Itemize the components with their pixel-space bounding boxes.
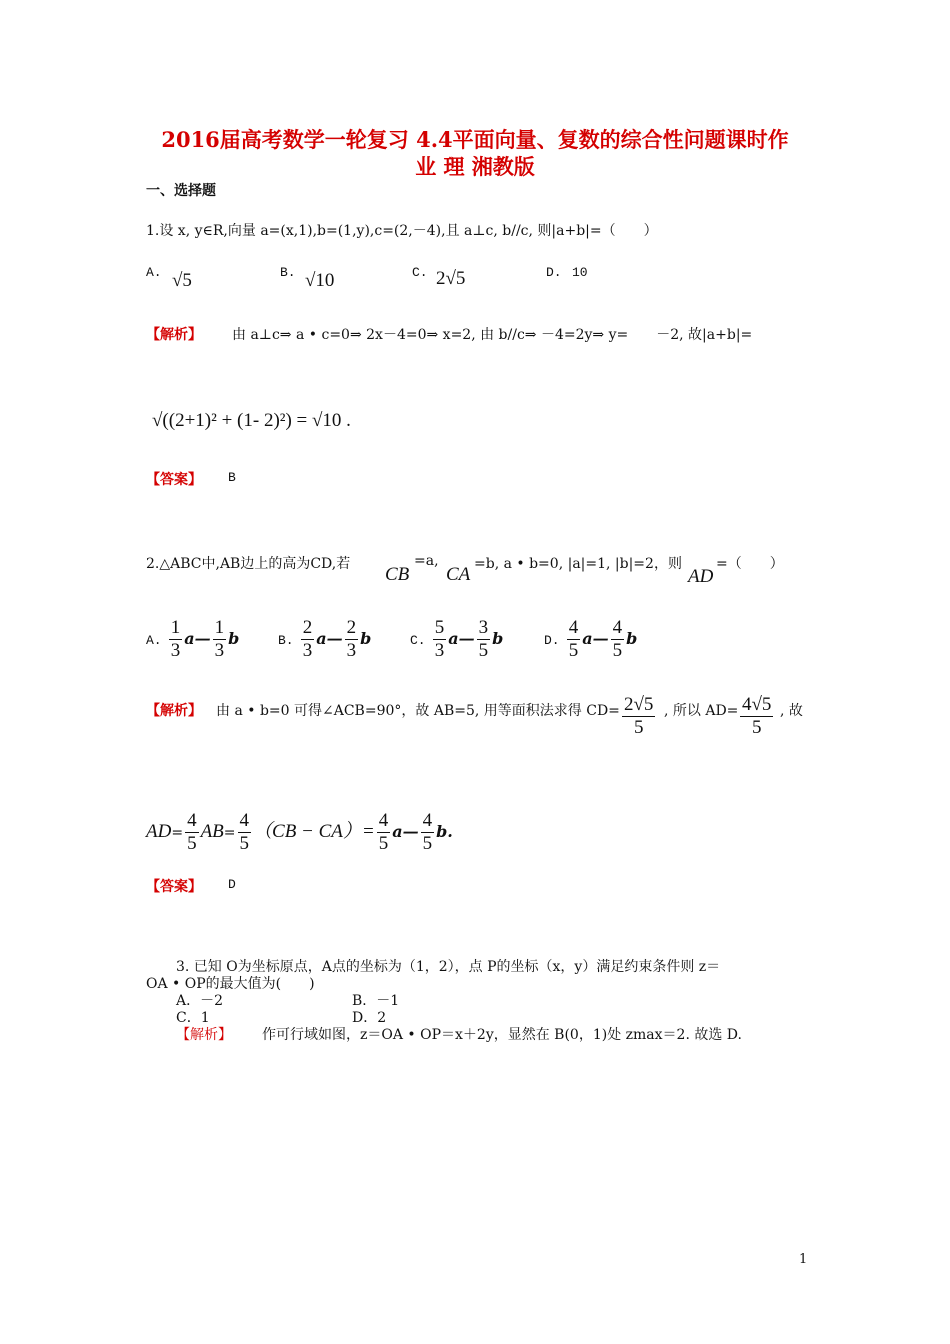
q2-option-c: C. $\frac{5}{3}$ a— $\frac{3}{5}$ b	[410, 617, 504, 661]
document-title-line1: 2016届高考数学一轮复习 4.4平面向量、复数的综合性问题课时作	[161, 127, 789, 152]
q2-analysis-text-b: , 所以 AD=	[664, 703, 739, 719]
q1-stem: 1.设 x, y∈R,向量 a=(x,1),b=(1,y),c=(2,－4),且 a⊥c, b//c, 则|a+b|=（ ）	[146, 223, 658, 239]
q1-option-b-label: B.	[280, 265, 296, 280]
q3-analysis-tag: 【解析】	[176, 1027, 232, 1043]
q1-answer-tag: 【答案】	[146, 472, 202, 488]
q2-option-b: B. $\frac{2}{3}$ a— $\frac{2}{3}$ b	[278, 617, 372, 661]
q2-option-a: A. $\frac{1}{3}$ a— $\frac{1}{3}$ b	[146, 617, 240, 661]
q2-stem-part1: 2.△ABC中,AB边上的高为CD,若	[146, 556, 351, 572]
q2-analysis-text-c: , 故	[780, 703, 803, 719]
q2-stem-part3: =b, a • b=0, |a|=1, |b|=2，则	[474, 556, 682, 572]
q3-option-d: D．2	[352, 1010, 387, 1026]
q2-analysis-tag: 【解析】	[146, 703, 202, 719]
q2-analysis-formula: AD= $\frac{4}{5}$ AB= $\frac{4}{5}$ （CB − CA）= $\frac{4}{5}$ a— $\frac{4}{5}$ b.	[146, 810, 453, 854]
q1-option-a-label: A.	[146, 265, 162, 280]
q2-stem-part4: =（ ）	[716, 556, 784, 572]
q2-ad-fraction: $\frac{4√5}{5}$	[742, 694, 772, 738]
q3-option-a: A．－2	[176, 993, 224, 1009]
q2-vector-ad: AD	[688, 566, 714, 587]
q3-option-c: C．1	[176, 1010, 210, 1026]
q2-analysis-text-a: 由 a • b=0 可得∠ACB=90°，故 AB=5, 用等面积法求得 CD=	[216, 703, 620, 719]
q1-option-c-label: C.	[412, 265, 428, 280]
q1-answer-value: B	[228, 470, 236, 485]
q3-stem-line1: 3. 已知 O为坐标原点，A点的坐标为（1，2），点 P的坐标（x，y）满足约束条件则 z＝	[176, 959, 721, 975]
page-number: 1	[799, 1252, 808, 1267]
q1-analysis-text: 由 a⊥c⇒ a • c=0⇒ 2x－4=0⇒ x=2, 由 b//c⇒ －4=2y⇒ y= －2, 故|a+b|=	[232, 327, 753, 343]
q2-vector-ca: CA	[446, 564, 471, 585]
q2-answer-tag: 【答案】	[146, 879, 202, 895]
q3-option-b: B．－1	[352, 993, 400, 1009]
section-heading: 一、选择题	[146, 183, 216, 199]
q3-analysis-text: 作可行域如图，z＝OA • OP＝x＋2y，显然在 B(0，1)处 zmax＝2. 故选 D.	[262, 1027, 742, 1043]
q1-option-a-value: √5	[172, 270, 192, 291]
document-title-line2: 业 理 湘教版	[415, 154, 535, 179]
q1-option-b-value: √10	[305, 270, 335, 291]
q2-stem-part2: =a,	[414, 553, 439, 569]
q1-analysis-tag: 【解析】	[146, 327, 202, 343]
q2-option-d: D. $\frac{4}{5}$ a— $\frac{4}{5}$ b	[544, 617, 638, 661]
q2-answer-value: D	[228, 877, 236, 892]
q1-option-d-label: D.	[546, 265, 562, 280]
q1-option-c-value: 2√5	[436, 268, 466, 289]
q2-cd-fraction: $\frac{2√5}{5}$	[624, 694, 654, 738]
q1-option-d-value: 10	[572, 265, 588, 280]
q2-vector-cb: CB	[385, 564, 410, 585]
q1-analysis-formula: √((2+1)² + (1- 2)²) = √10 .	[152, 410, 351, 431]
q3-stem-line2: OA • OP的最大值为( )	[146, 976, 315, 992]
